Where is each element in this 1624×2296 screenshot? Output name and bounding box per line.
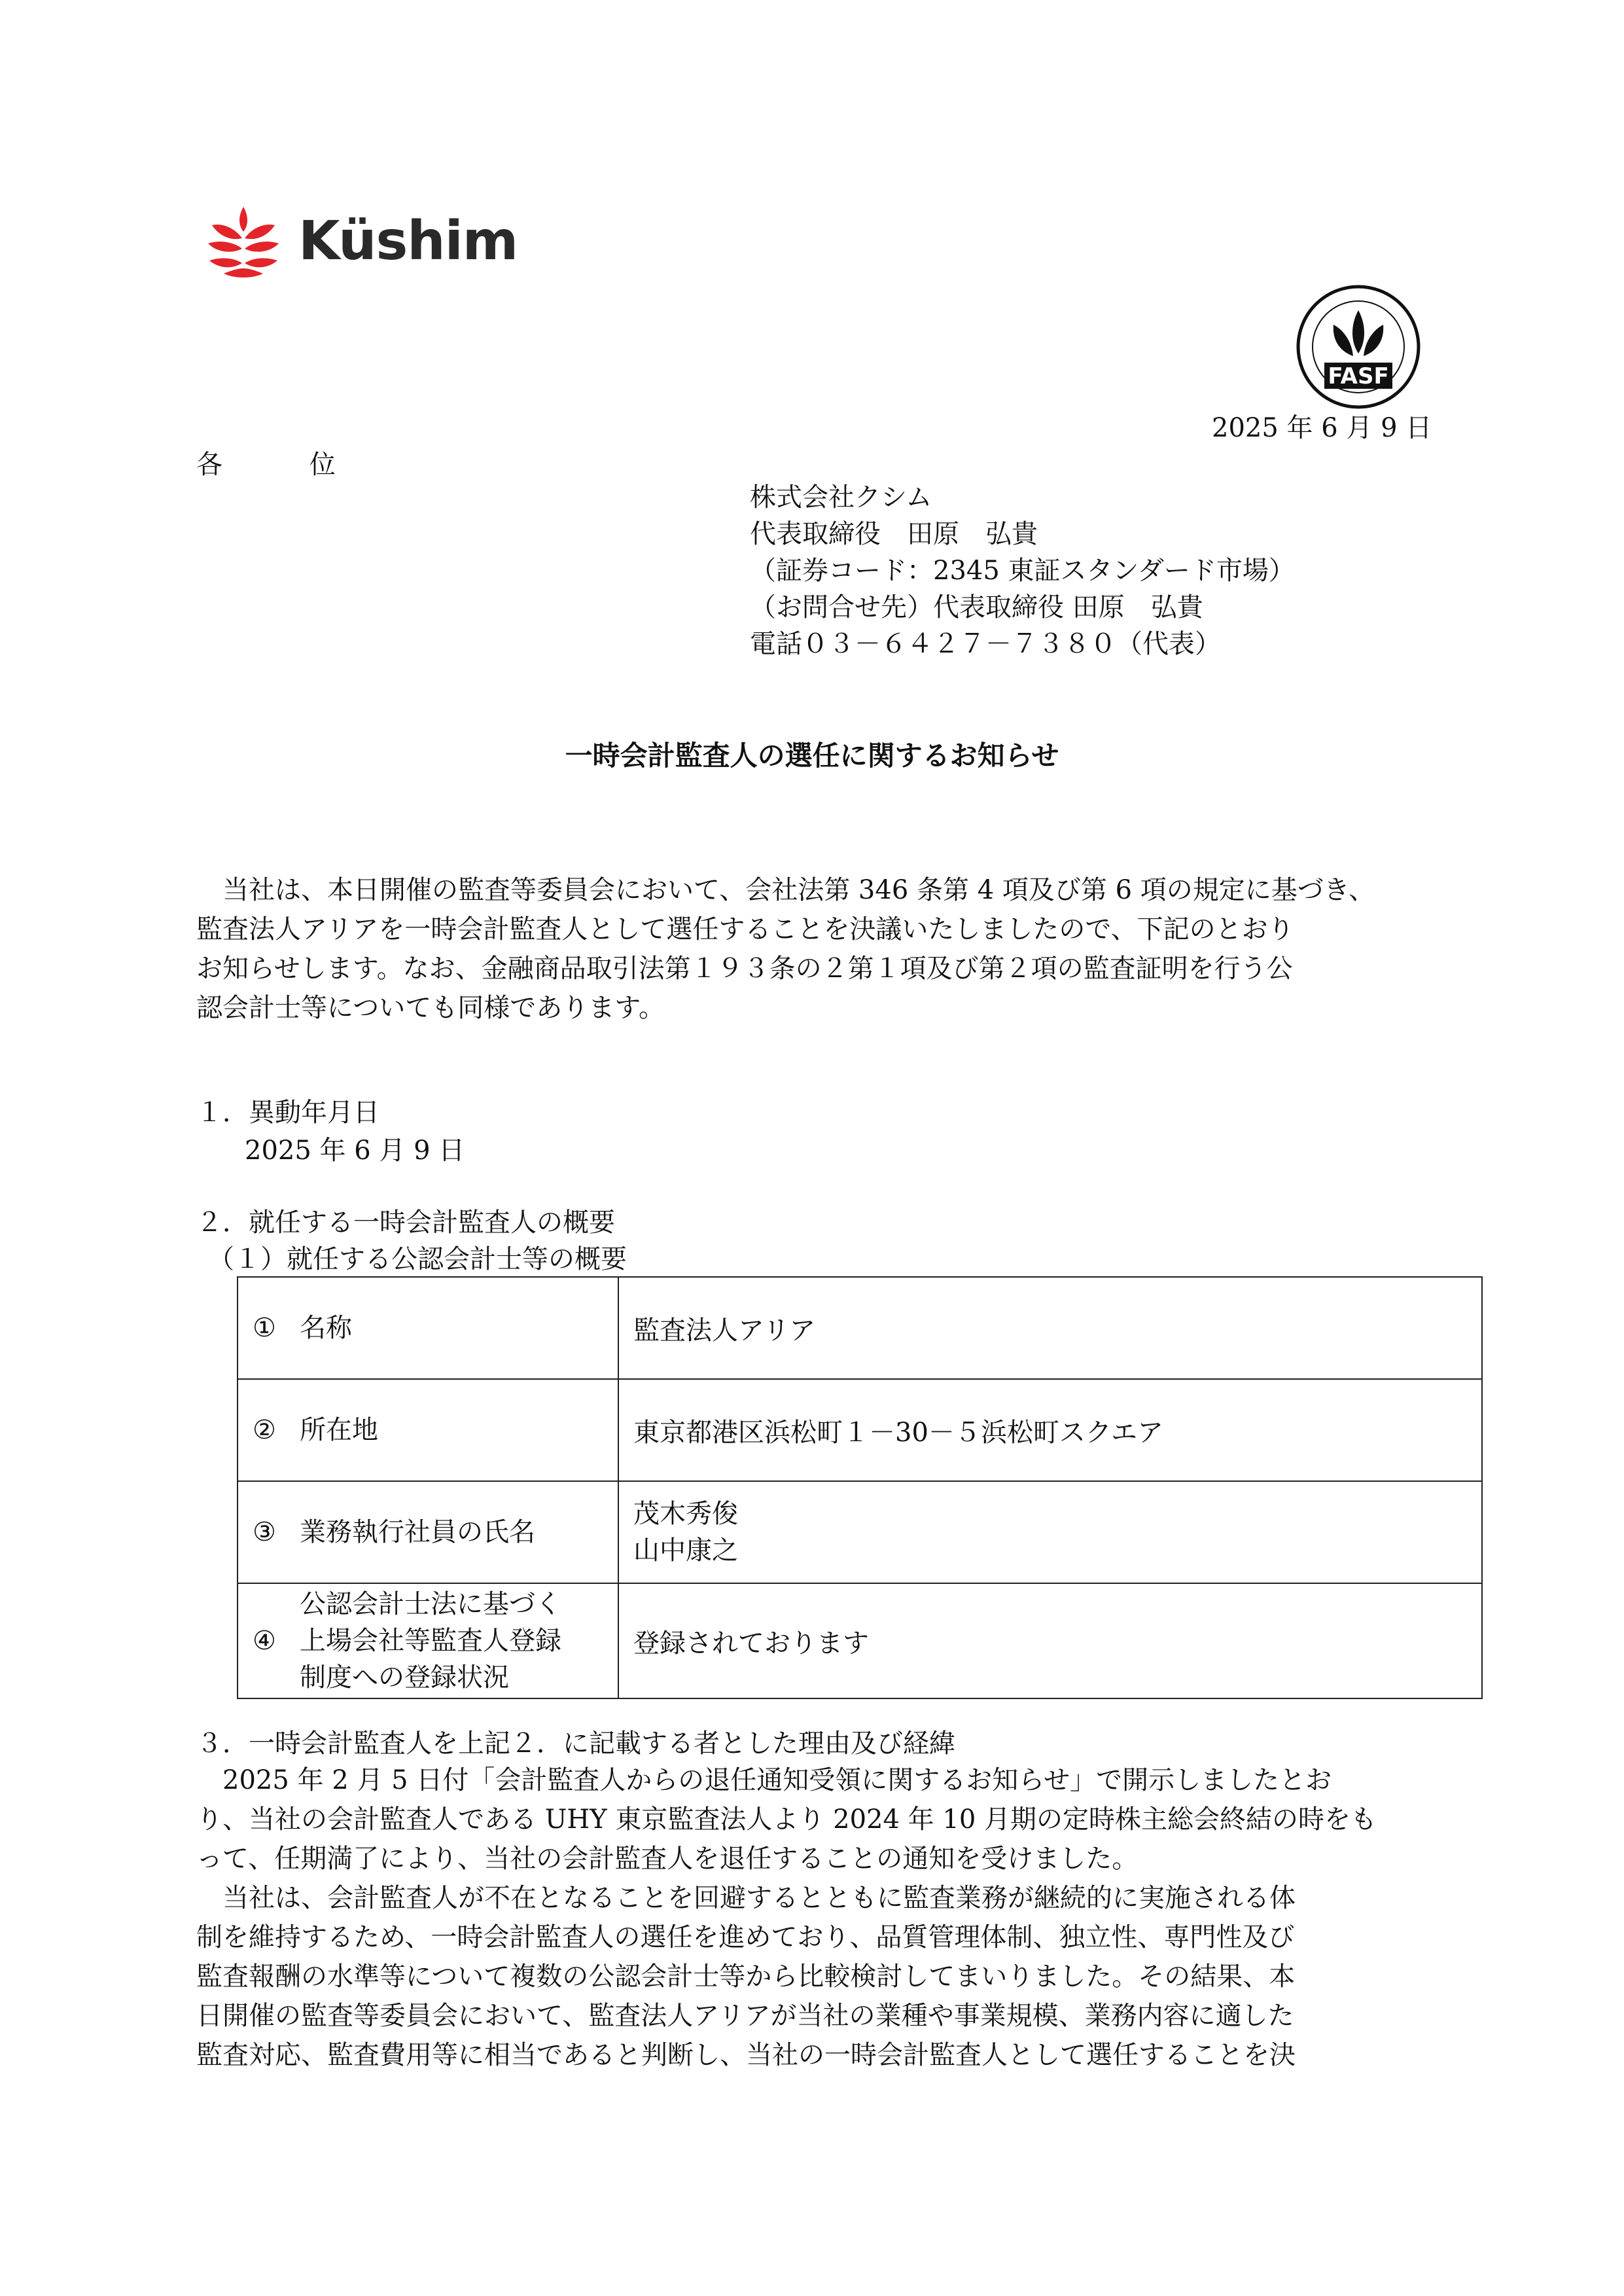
- body-line: 2025 年 2 月 5 日付「会計監査人からの退任通知受領に関するお知らせ」で開示しましたとお: [196, 1765, 1332, 1795]
- body-line: 当社は、会計監査人が不在となることを回避するとともに監査業務が継続的に実施される体: [196, 1883, 1296, 1913]
- table-label-cell: [238, 1379, 618, 1481]
- logo-wordmark: Küshim: [298, 210, 518, 272]
- table-row: [238, 1379, 1482, 1481]
- body-line: 日開催の監査等委員会において、監査法人アリアが当社の業種や事業規模、業務内容に適した: [196, 2001, 1294, 2031]
- row-number: ④: [253, 1626, 276, 1656]
- partner-name: 山中康之: [633, 1535, 738, 1566]
- row-number: ③: [253, 1517, 276, 1547]
- table-row: [238, 1481, 1482, 1583]
- company-logo: [204, 203, 518, 281]
- addressee: 各 位: [196, 450, 375, 480]
- body-line: 監査報酬の水準等について複数の公認会計士等から比較検討してまいりました。その結果、本: [196, 1962, 1296, 1992]
- fasf-seal: [1293, 281, 1424, 412]
- sender-company: 株式会社クシム: [750, 482, 932, 512]
- intro-line: 認会計士等についても同様であります。: [196, 993, 665, 1023]
- row-label: 公認会計士法に基づく: [300, 1589, 561, 1619]
- sender-representative: 代表取締役 田原 弘貴: [750, 519, 1038, 549]
- document-title: 一時会計監査人の選任に関するお知らせ: [565, 740, 1059, 772]
- sender-contact: （お問合せ先）代表取締役 田原 弘貴: [750, 592, 1203, 622]
- section-3-paragraph: [196, 1761, 1426, 2075]
- row-label: 名称: [300, 1313, 352, 1343]
- section-2-heading: ２．就任する一時会計監査人の概要: [196, 1208, 615, 1238]
- intro-paragraph: [196, 870, 1426, 1028]
- sender-stock-code: （証券コード：2345 東証スタンダード市場）: [750, 556, 1295, 586]
- body-line: り、当社の会計監査人である UHY 東京監査法人より 2024 年 10 月期の定時株主総会終結の時をも: [196, 1804, 1377, 1835]
- row-label: 上場会社等監査人登録: [300, 1626, 561, 1656]
- table-label-cell: [238, 1583, 618, 1698]
- table-value-cell: 登録されております: [618, 1583, 1482, 1698]
- section-2-subheading: （１）就任する公認会計士等の概要: [208, 1244, 627, 1274]
- body-line: 制を維持するため、一時会計監査人の選任を進めており、品質管理体制、独立性、専門性及び: [196, 1922, 1295, 1952]
- kushim-mark-icon: [204, 203, 283, 281]
- document-date: 2025 年 6 月 9 日: [1212, 413, 1432, 443]
- section-1-value: 2025 年 6 月 9 日: [245, 1136, 465, 1166]
- row-number: ①: [253, 1313, 276, 1343]
- body-line: 監査対応、監査費用等に相当であると判断し、当社の一時会計監査人として選任することを決: [196, 2040, 1296, 2070]
- auditor-summary-table: [237, 1276, 1483, 1699]
- body-line: って、任期満了により、当社の会計監査人を退任することの通知を受けました。: [196, 1844, 1139, 1874]
- intro-line: お知らせします。なお、金融商品取引法第１９３条の２第１項及び第２項の監査証明を行う公: [196, 954, 1293, 984]
- table-value-cell: 東京都港区浜松町１－30－５浜松町スクエア: [618, 1379, 1482, 1481]
- fasf-seal-icon: [1293, 281, 1424, 412]
- sender-phone: 電話０３－６４２７－７３８０（代表）: [750, 629, 1221, 659]
- section-3-heading: ３．一時会計監査人を上記２．に記載する者とした理由及び経緯: [196, 1729, 955, 1759]
- table-row: [238, 1583, 1482, 1698]
- row-label: 所在地: [300, 1415, 378, 1445]
- table-value-cell: [618, 1481, 1482, 1583]
- intro-line: 当社は、本日開催の監査等委員会において、会社法第 346 条第 4 項及び第 6 項の規定に基づき、: [196, 875, 1375, 905]
- partner-name: 茂木秀俊: [633, 1499, 738, 1529]
- sender-block: [750, 479, 1295, 662]
- table-value-cell: 監査法人アリア: [618, 1277, 1482, 1379]
- row-label: 制度への登録状況: [300, 1662, 509, 1693]
- row-label: 業務執行社員の氏名: [300, 1517, 535, 1547]
- section-1-heading: １．異動年月日: [196, 1098, 380, 1128]
- row-number: ②: [253, 1415, 276, 1445]
- table-label-cell: [238, 1277, 618, 1379]
- intro-line: 監査法人アリアを一時会計監査人として選任することを決議いたしましたので、下記のとおり: [196, 914, 1294, 944]
- table-label-cell: [238, 1481, 618, 1583]
- table-row: [238, 1277, 1482, 1379]
- svg-text:FASF: FASF: [1328, 363, 1389, 389]
